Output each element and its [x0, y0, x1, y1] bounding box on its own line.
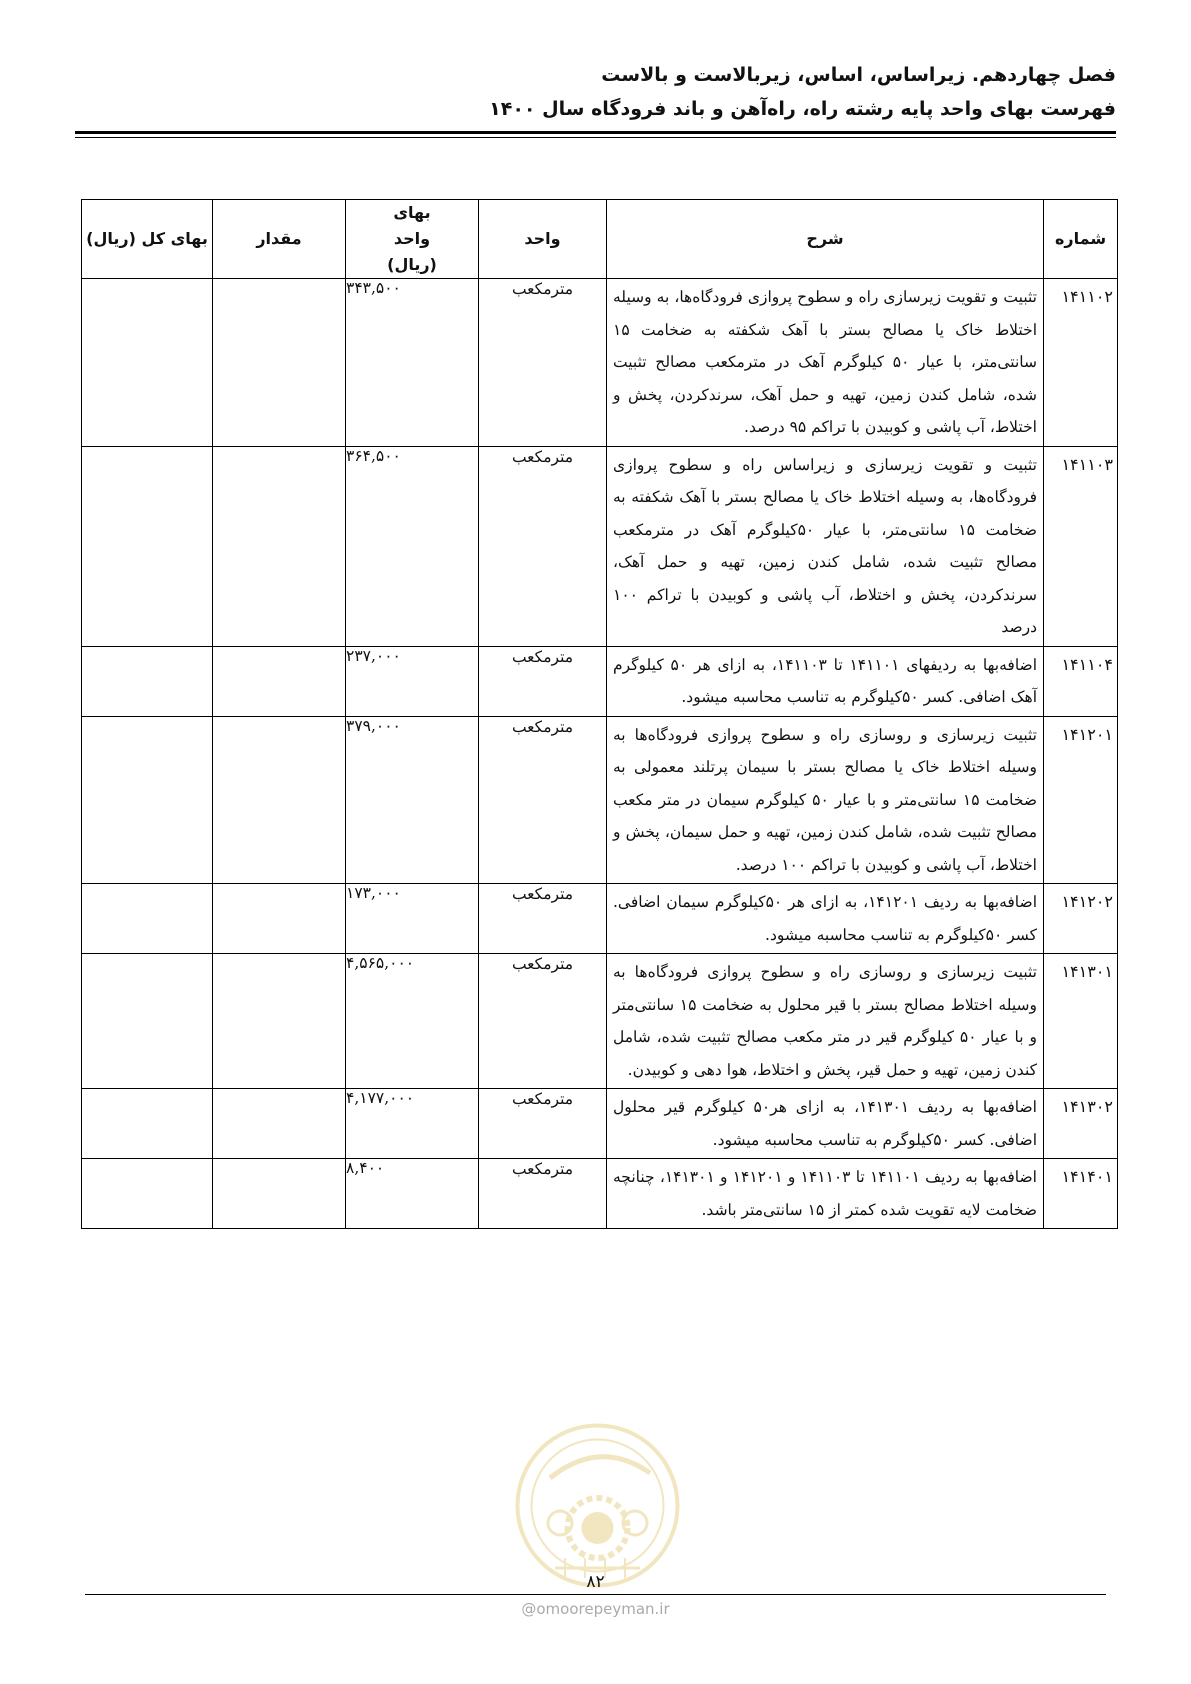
header-quantity: مقدار	[213, 200, 346, 279]
chapter-title: فصل چهاردهم. زیراساس، اساس، زیربالاست و بالاست	[601, 64, 1116, 86]
list-title: فهرست بهای واحد پایه رشته راه، راه‌آهن و باند فرودگاه سال ۱۴۰۰	[489, 98, 1116, 120]
row-quantity	[213, 1089, 346, 1159]
row-number: ۱۴۱۲۰۱	[1044, 716, 1118, 884]
row-number: ۱۴۱۲۰۲	[1044, 884, 1118, 954]
row-unit-price: ۴,۱۷۷,۰۰۰	[346, 1089, 479, 1159]
row-total-price	[82, 646, 213, 716]
row-unit-price: ۳۷۹,۰۰۰	[346, 716, 479, 884]
row-description: اضافه‌بها به ردیف ۱۴۱۲۰۱، به ازای هر ۵۰کیلوگرم سیمان اضافی. کسر ۵۰کیلوگرم به تناسب محاسبه میشود.	[607, 884, 1044, 954]
table-row	[82, 1089, 1118, 1159]
row-total-price	[82, 716, 213, 884]
row-unit-price: ۱۷۳,۰۰۰	[346, 884, 479, 954]
row-quantity	[213, 884, 346, 954]
table-row	[82, 884, 1118, 954]
row-total-price	[82, 446, 213, 646]
row-unit: مترمکعب	[479, 1159, 607, 1229]
row-number: ۱۴۱۴۰۱	[1044, 1159, 1118, 1229]
seal-icon	[510, 1418, 685, 1593]
row-description: اضافه‌بها به ردیفهای ۱۴۱۱۰۱ تا ۱۴۱۱۰۳، به ازای هر ۵۰ کیلوگرم آهک اضافی. کسر ۵۰کیلوگرم به تناسب محاسبه میشود.	[607, 646, 1044, 716]
row-quantity	[213, 1159, 346, 1229]
header-total-price: بهای کل (ریال)	[82, 200, 213, 279]
table-header-row	[82, 200, 1118, 279]
row-number: ۱۴۱۳۰۲	[1044, 1089, 1118, 1159]
row-quantity	[213, 716, 346, 884]
table-row	[82, 646, 1118, 716]
price-table	[81, 199, 1118, 1229]
row-unit-price: ۸,۴۰۰	[346, 1159, 479, 1229]
row-total-price	[82, 884, 213, 954]
table-row	[82, 1159, 1118, 1229]
row-description: تثبیت زیرسازی و روسازی راه و سطوح پروازی فرودگاه‌ها به وسیله اختلاط مصالح بستر با قیر محلول به ضخامت ۱۵ سانتی‌متر و با عیار ۵۰ کیلوگرم قیر در متر مکعب مصالح تثبیت شده، شامل کندن زمین، تهیه و حمل قیر، پخش و اختلاط، هوا دهی و کوبیدن.	[607, 954, 1044, 1089]
header-rule-thin	[75, 137, 1116, 138]
row-description: اضافه‌بها به ردیف ۱۴۱۱۰۱ تا ۱۴۱۱۰۳ و ۱۴۱۲۰۱ و ۱۴۱۳۰۱، چنانچه ضخامت لایه تقویت شده کمتر از ۱۵ سانتی‌متر باشد.	[607, 1159, 1044, 1229]
row-description: اضافه‌بها به ردیف ۱۴۱۳۰۱، به ازای هر۵۰ کیلوگرم قیر محلول اضافی. کسر ۵۰کیلوگرم به تناسب محاسبه میشود.	[607, 1089, 1044, 1159]
row-description: تثبیت و تقویت زیرسازی راه و سطوح پروازی فرودگاه‌ها، به وسیله اختلاط خاک یا مصالح بستر با آهک شکفته به ضخامت ۱۵ سانتی‌متر، با عیار ۵۰ کیلوگرم آهک در مترمکعب مصالح تثبیت شده، شامل کندن زمین، تهیه و حمل آهک، سرندکردن، پخش و اختلاط، آب پاشی و کوبیدن با تراکم ۹۵ درصد.	[607, 279, 1044, 447]
page-number: ۸۲	[586, 1572, 605, 1592]
footer-website: @omoorepeyman.ir	[521, 1600, 670, 1618]
row-total-price	[82, 279, 213, 447]
row-quantity	[213, 954, 346, 1089]
row-total-price	[82, 1089, 213, 1159]
row-unit-price: ۴,۵۶۵,۰۰۰	[346, 954, 479, 1089]
watermark-logo-icon	[510, 1418, 685, 1593]
row-quantity	[213, 279, 346, 447]
header-number: شماره	[1044, 200, 1118, 279]
row-unit-price: ۳۴۳,۵۰۰	[346, 279, 479, 447]
row-number: ۱۴۱۳۰۱	[1044, 954, 1118, 1089]
row-unit: مترمکعب	[479, 884, 607, 954]
table-row	[82, 954, 1118, 1089]
row-unit: مترمکعب	[479, 1089, 607, 1159]
row-unit-price: ۳۶۴,۵۰۰	[346, 446, 479, 646]
page-header	[75, 58, 1116, 126]
row-unit: مترمکعب	[479, 646, 607, 716]
row-unit: مترمکعب	[479, 279, 607, 447]
row-unit: مترمکعب	[479, 716, 607, 884]
row-total-price	[82, 1159, 213, 1229]
row-total-price	[82, 954, 213, 1089]
table-row	[82, 279, 1118, 447]
header-description: شرح	[607, 200, 1044, 279]
header-unit: واحد	[479, 200, 607, 279]
row-quantity	[213, 646, 346, 716]
row-number: ۱۴۱۱۰۲	[1044, 279, 1118, 447]
table-row	[82, 716, 1118, 884]
row-description: تثبیت و تقویت زیرسازی و زیراساس راه و سطوح پروازی فرودگاه‌ها، به وسیله اختلاط خاک یا مصالح بستر با آهک شکفته به ضخامت ۱۵ سانتی‌متر، با عیار ۵۰کیلوگرم آهک در مترمکعب مصالح تثبیت شده، شامل کندن زمین، تهیه و حمل آهک، سرندکردن، پخش و اختلاط، آب پاشی و کوبیدن با تراکم ۱۰۰ درصد	[607, 446, 1044, 646]
row-unit-price: ۲۳۷,۰۰۰	[346, 646, 479, 716]
row-description: تثبیت زیرسازی و روسازی راه و سطوح پروازی فرودگاه‌ها به وسیله اختلاط خاک یا مصالح بستر با سیمان پرتلند معمولی به ضخامت ۱۵ سانتی‌متر و با عیار ۵۰ کیلوگرم سیمان در متر مکعب مصالح تثبیت شده، شامل کندن زمین، تهیه و حمل سیمان، پخش و اختلاط، آب پاشی و کوبیدن با تراکم ۱۰۰ درصد.	[607, 716, 1044, 884]
header-unit-price: بهای واحد (ریال)	[346, 200, 479, 279]
row-unit: مترمکعب	[479, 446, 607, 646]
row-number: ۱۴۱۱۰۳	[1044, 446, 1118, 646]
row-unit: مترمکعب	[479, 954, 607, 1089]
row-number: ۱۴۱۱۰۴	[1044, 646, 1118, 716]
header-rule-thick	[75, 131, 1116, 134]
footer-rule	[85, 1594, 1106, 1595]
row-quantity	[213, 446, 346, 646]
table-row	[82, 446, 1118, 646]
